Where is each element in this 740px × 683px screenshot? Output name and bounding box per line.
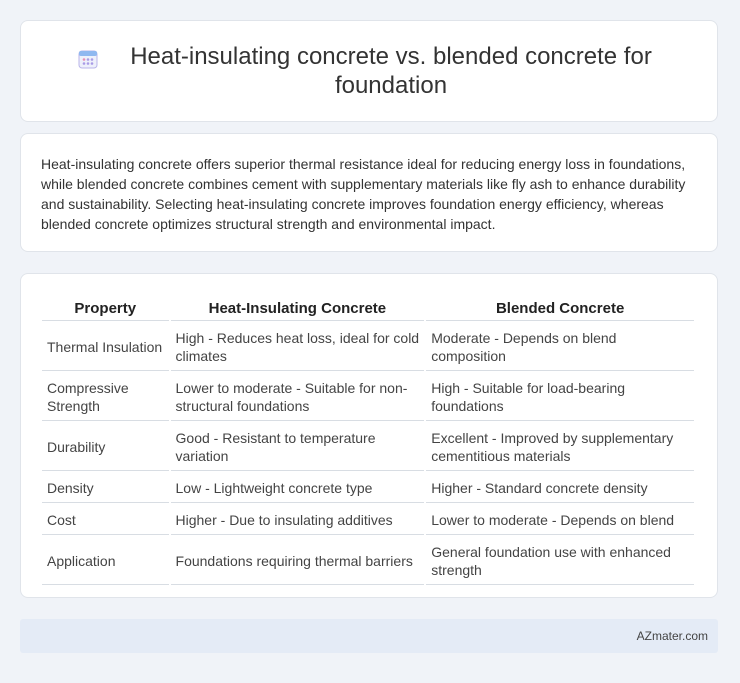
calendar-icon bbox=[77, 48, 99, 70]
cell-blended: Moderate - Depends on blend composition bbox=[426, 323, 694, 371]
cell-property: Application bbox=[42, 537, 169, 585]
cell-heat-insulating: Lower to moderate - Suitable for non-structural foundations bbox=[171, 373, 425, 421]
header-blended: Blended Concrete bbox=[426, 296, 694, 321]
cell-heat-insulating: Foundations requiring thermal barriers bbox=[171, 537, 425, 585]
comparison-table bbox=[40, 294, 696, 587]
table-header-row bbox=[42, 296, 694, 321]
cell-property: Compressive Strength bbox=[42, 373, 169, 421]
title-card bbox=[20, 20, 718, 122]
table-row bbox=[42, 537, 694, 585]
cell-blended: High - Suitable for load-bearing foundations bbox=[426, 373, 694, 421]
cell-property: Durability bbox=[42, 423, 169, 471]
title-row bbox=[77, 42, 661, 100]
page-title: Heat-insulating concrete vs. blended concrete for foundation bbox=[130, 43, 652, 99]
cell-property: Thermal Insulation bbox=[42, 323, 169, 371]
cell-blended: Lower to moderate - Depends on blend bbox=[426, 505, 694, 535]
summary-text: Heat-insulating concrete offers superior thermal resistance ideal for reducing energy loss in foundations, while blended concrete combines cement with supplementary materials like fly ash to enhance durability and sustainability. Selecting heat-insulating concrete improves foundation energy efficiency, whereas blended concrete optimizes structural strength and environmental impact. bbox=[41, 156, 686, 232]
cell-heat-insulating: Good - Resistant to temperature variation bbox=[171, 423, 425, 471]
cell-blended: Higher - Standard concrete density bbox=[426, 473, 694, 503]
table-row bbox=[42, 323, 694, 371]
table-row bbox=[42, 505, 694, 535]
cell-blended: Excellent - Improved by supplementary cementitious materials bbox=[426, 423, 694, 471]
summary-card bbox=[20, 133, 718, 252]
table-row bbox=[42, 373, 694, 421]
table-row bbox=[42, 423, 694, 471]
cell-heat-insulating: High - Reduces heat loss, ideal for cold climates bbox=[171, 323, 425, 371]
cell-heat-insulating: Higher - Due to insulating additives bbox=[171, 505, 425, 535]
header-property: Property bbox=[42, 296, 169, 321]
cell-property: Cost bbox=[42, 505, 169, 535]
cell-heat-insulating: Low - Lightweight concrete type bbox=[171, 473, 425, 503]
footer bbox=[20, 619, 718, 653]
comparison-card bbox=[20, 273, 718, 598]
cell-property: Density bbox=[42, 473, 169, 503]
table-row bbox=[42, 473, 694, 503]
header-heat-insulating: Heat-Insulating Concrete bbox=[171, 296, 425, 321]
cell-blended: General foundation use with enhanced strength bbox=[426, 537, 694, 585]
footer-brand-link[interactable]: AZmater.com bbox=[636, 629, 708, 643]
